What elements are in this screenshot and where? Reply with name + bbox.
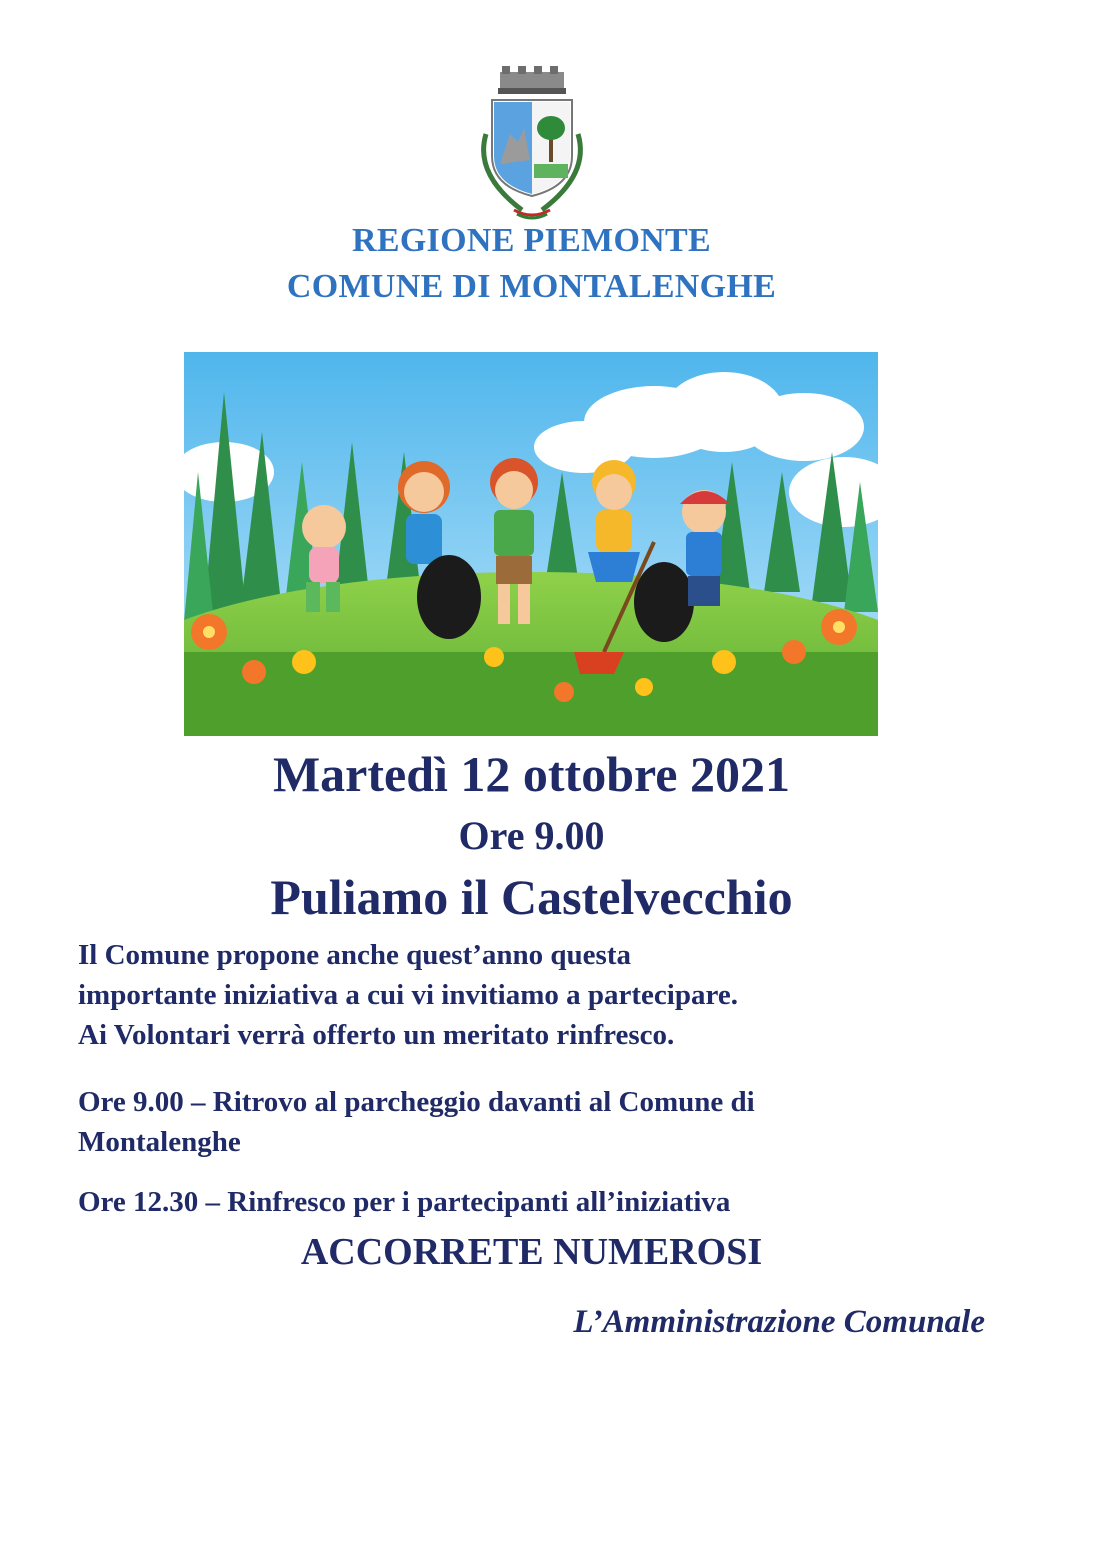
event-title: Puliamo il Castelvecchio — [270, 869, 793, 925]
event-date: Martedì 12 ottobre 2021 — [272, 746, 791, 802]
region-heading: REGIONE PIEMONTE — [351, 222, 711, 259]
municipality-heading: COMUNE DI MONTALENGHE — [286, 268, 777, 305]
children-cleaning-park-illustration — [184, 352, 878, 736]
schedule-item-refreshment — [78, 1182, 1038, 1222]
schedule-item-meeting — [78, 1082, 1038, 1162]
schedule-line: Montalenghe — [78, 1126, 241, 1158]
event-time: Ore 9.00 — [458, 813, 605, 858]
intro-paragraph — [78, 935, 1038, 1055]
intro-line: importante iniziativa a cui vi invitiamo a partecipare. — [78, 979, 738, 1011]
call-to-action: ACCORRETE NUMEROSI — [300, 1231, 763, 1273]
intro-line: Ai Volontari verrà offerto un meritato rinfresco. — [78, 1019, 675, 1051]
signature: L’Amministrazione Comunale — [573, 1304, 985, 1340]
coat-of-arms-icon — [462, 64, 602, 220]
schedule-line: Ore 12.30 – Rinfresco per i partecipanti all’iniziativa — [78, 1186, 731, 1218]
schedule-line: Ore 9.00 – Ritrovo al parcheggio davanti al Comune di — [78, 1086, 755, 1118]
intro-line: Il Comune propone anche quest’anno questa — [78, 939, 631, 971]
